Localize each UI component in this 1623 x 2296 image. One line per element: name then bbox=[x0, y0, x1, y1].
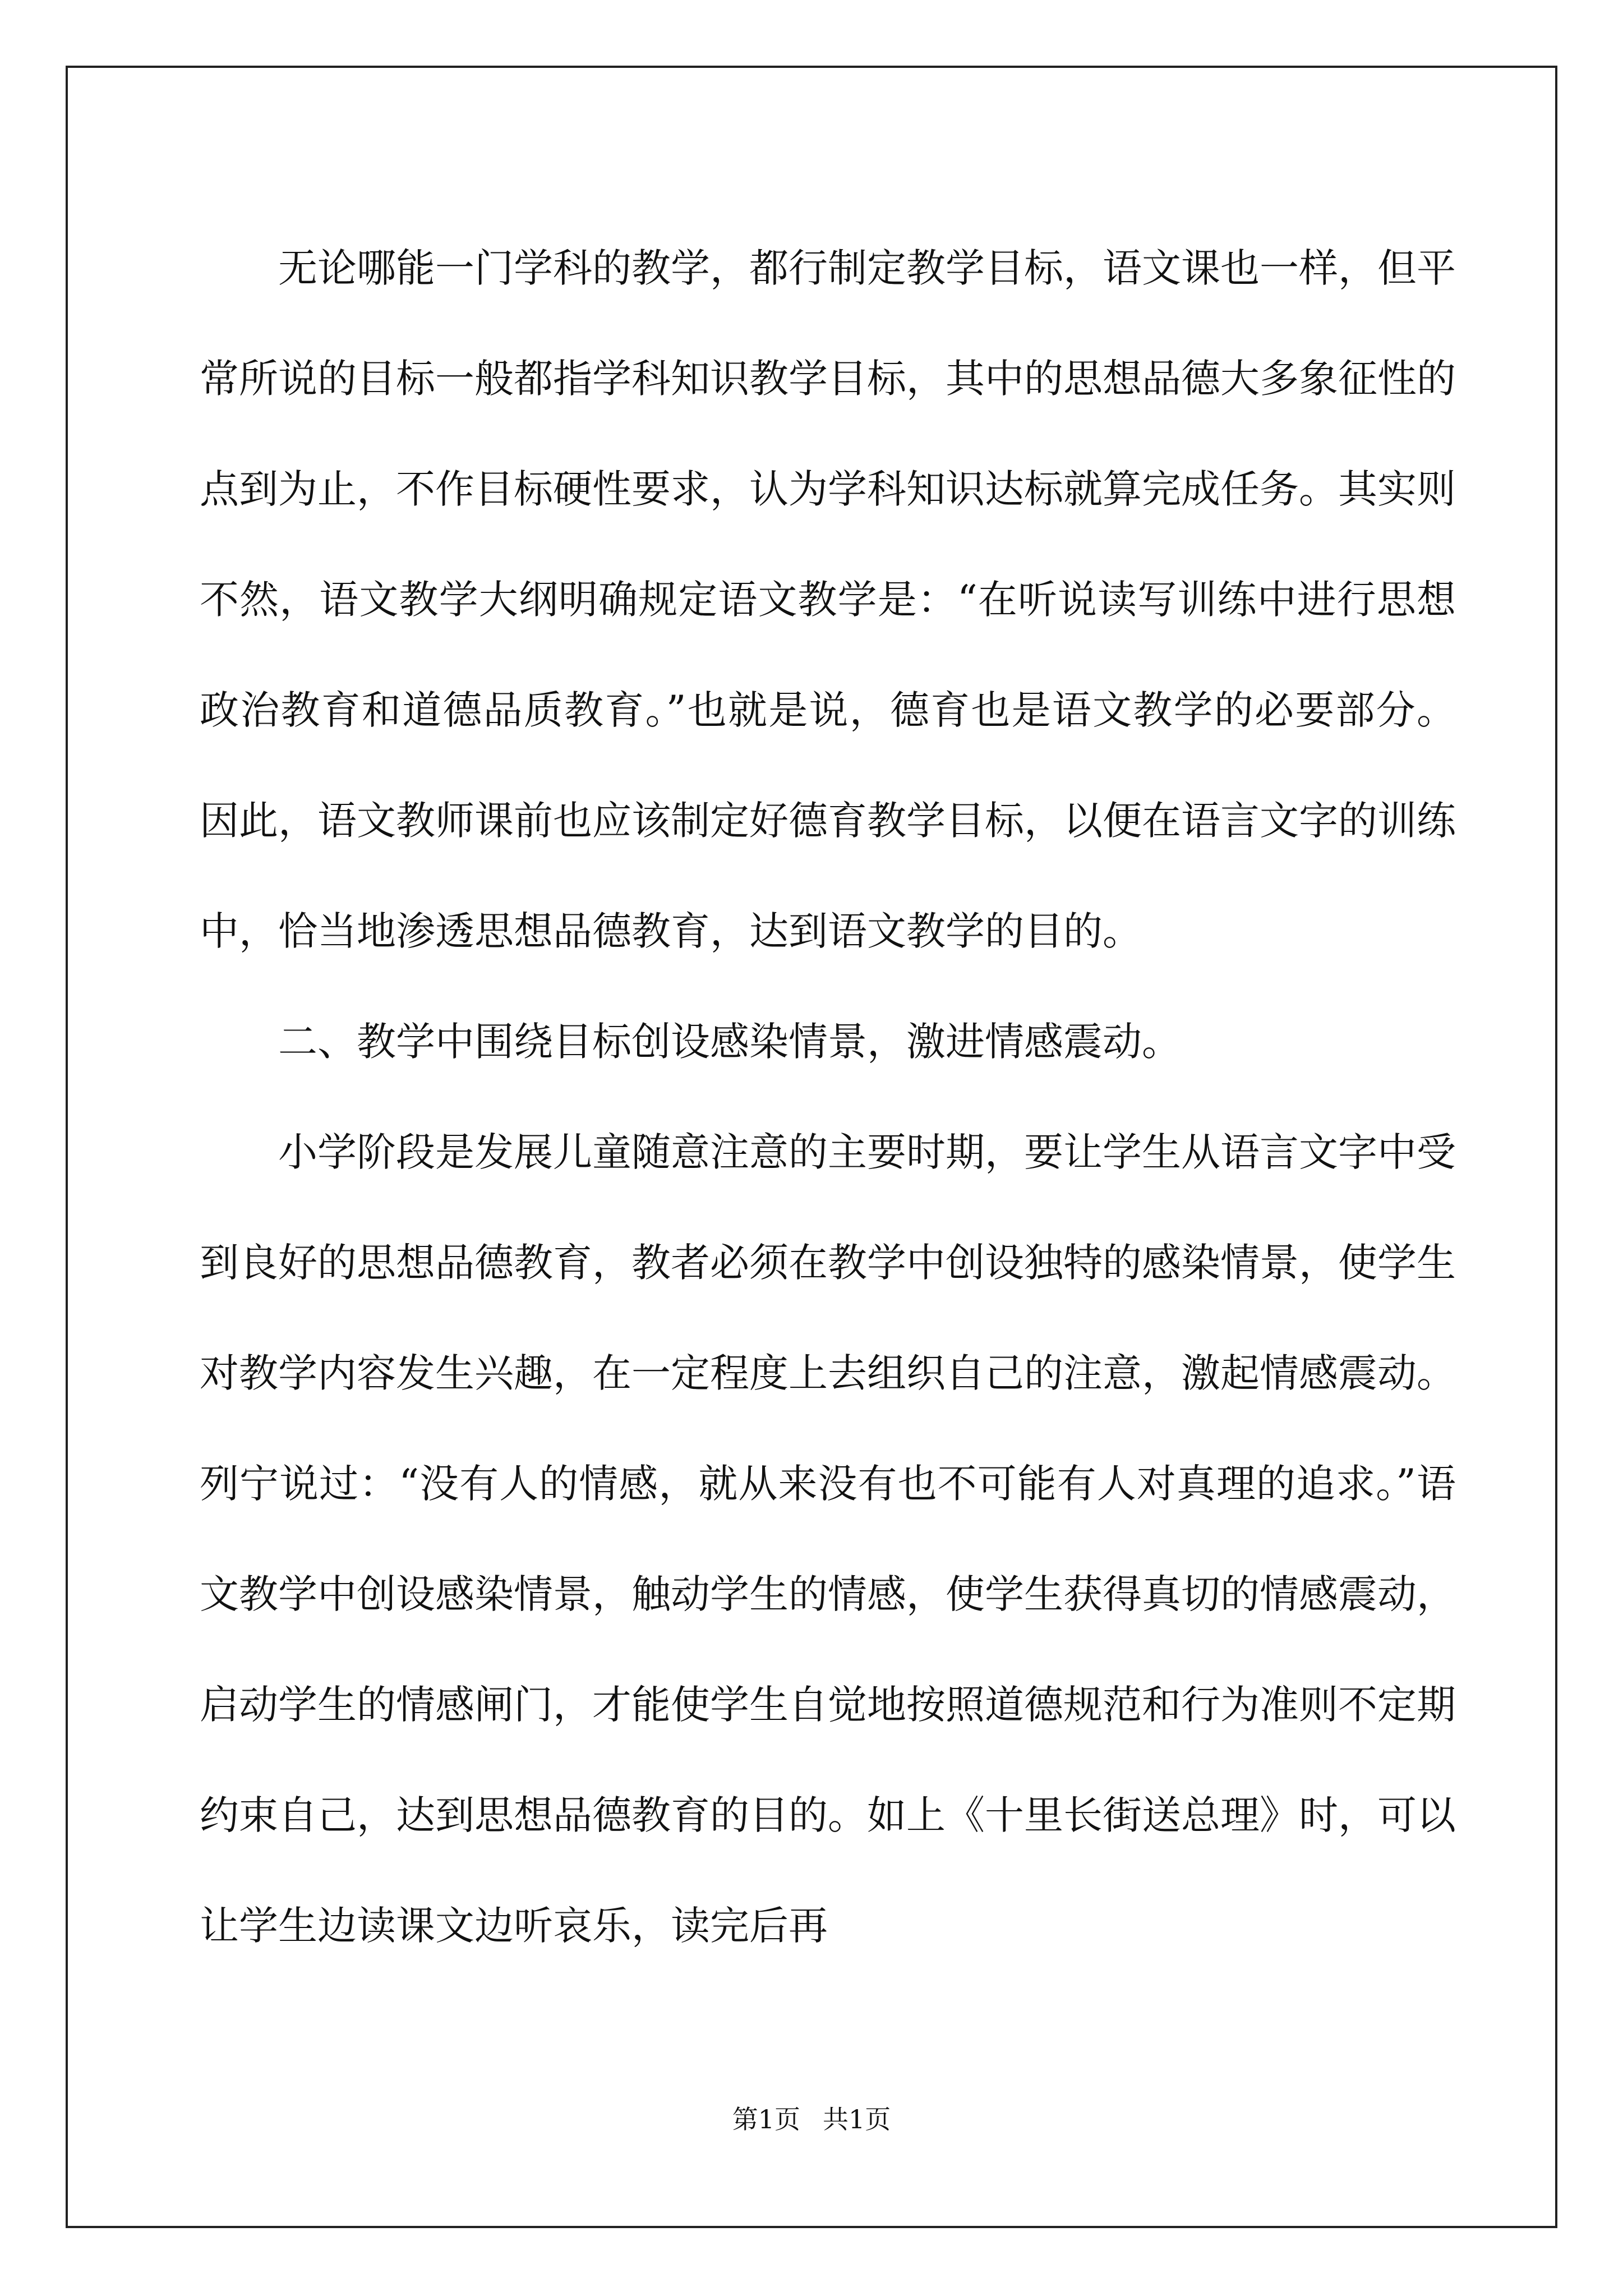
page-total: 共1页 bbox=[823, 2104, 891, 2134]
document-body bbox=[200, 213, 1456, 1981]
page-footer bbox=[0, 2102, 1623, 2136]
section-heading: 二、教学中围绕目标创设感染情景，激进情感震动。 bbox=[278, 1019, 1181, 1065]
page-number: 第1页 bbox=[732, 2104, 800, 2134]
paragraph: 小学阶段是发展儿童随意注意的主要时期，要让学生从语言文字中受到良好的思想品德教育，教者必须在教学中创设独特的感染情景，使学生对教学内容发生兴趣，在一定程度上去组织自己的注意，激起情感震动。列宁说过：“没有人的情感，就从来没有也不可能有人对真理的追求。”语文教学中创设感染情景，触动学生的情感，使学生获得真切的情感震动，启动学生的情感闸门，才能使学生自觉地按照道德规范和行为准则不定期约束自己，达到思想品德教育的目的。如上《十里长街送总理》时，可以让学生边读课文边听哀乐，读完后再 bbox=[200, 1129, 1456, 1949]
paragraph: 无论哪能一门学科的教学，都行制定教学目标，语文课也一样，但平常所说的目标一般都指学科知识教学目标，其中的思想品德大多象征性的点到为止，不作目标硬性要求，认为学科知识达标就算完成任务。其实则不然，语文教学大纲明确规定语文教学是：“在听说读写训练中进行思想政治教育和道德品质教育。”也就是说，德育也是语文教学的必要部分。因此，语文教师课前也应该制定好德育教学目标，以便在语言文字的训练中，恰当地渗透思想品德教育，达到语文教学的目的。 bbox=[200, 245, 1456, 954]
